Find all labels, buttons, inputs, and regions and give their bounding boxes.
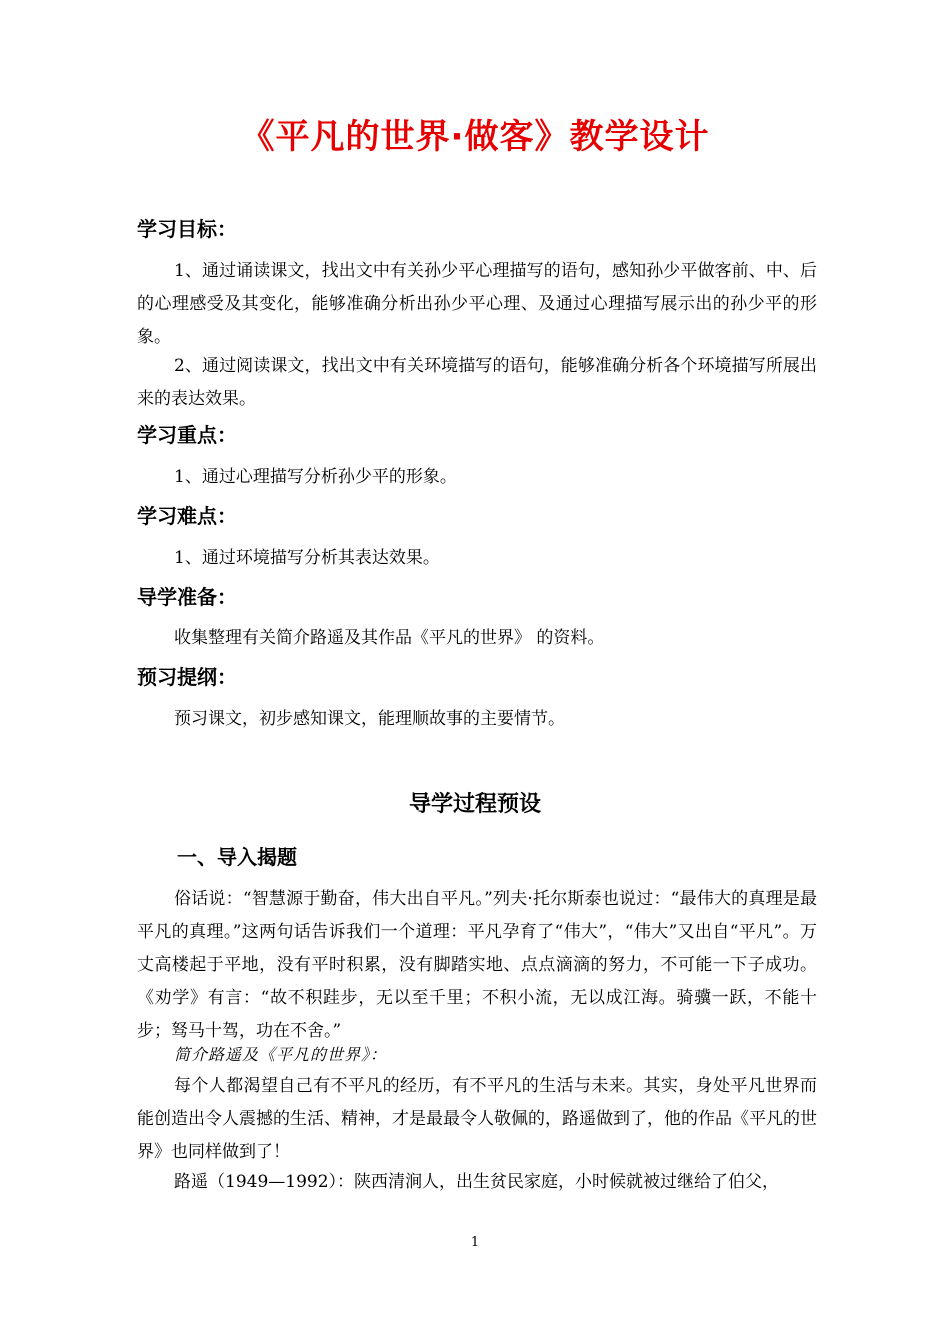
preview-paragraph: 预习课文，初步感知课文，能理顺故事的主要情节。 [174,709,565,729]
difficulty-paragraph: 1、通过环境描写分析其表达效果。 [174,548,440,568]
page-number: 1 [470,1235,480,1250]
intro-paragraph: 俗话说：“智慧源于勤奋，伟大出自平凡。”列夫·托尔斯泰也说过：“最伟大的真理是最平凡的真理。”这两句话告诉我们一个道理：平凡孕育了“伟大”，“伟大”又出自“平凡”。万丈高楼起于平地，没有平时积累，没有脚踏实地、点点滴滴的努力，不可能一下子成功。《劝学》有言：“故不积跬步，无以至千里；不积小流，无以成江海。骑骥一跃，不能十步；驽马十驾，功在不舍。” [137,889,817,1041]
preparation-heading: 导学准备： [137,585,237,609]
difficulty-heading: 学习难点： [137,504,237,528]
author-intro-note: 简介路遥及《平凡的世界》： [174,1045,388,1064]
objective-paragraph-2: 2、通过阅读课文，找出文中有关环境描写的语句，能够准确分析各个环境描写所展出来的表达效果。 [137,356,817,409]
intro-heading: 一、导入揭题 [177,845,297,869]
author-paragraph-2: 路遥（1949—1992）：陕西清涧人，出生贫民家庭，小时候就被过继给了伯父， [174,1172,780,1192]
process-section-title: 导学过程预设 [408,792,541,817]
objectives-heading: 学习目标： [137,217,237,241]
objective-paragraph-1: 1、通过诵读课文，找出文中有关孙少平心理描写的语句，感知孙少平做客前、中、后的心理感受及其变化，能够准确分析出孙少平心理、及通过心理描写展示出的孙少平的形象。 [137,261,817,347]
preview-heading: 预习提纲： [137,665,237,689]
author-paragraph-1: 每个人都渴望自己有不平凡的经历，有不平凡的生活与未来。其实，身处平凡世界而能创造出令人震撼的生活、精神，才是最最令人敬佩的，路遥做到了，他的作品《平凡的世界》也同样做到了！ [137,1076,817,1162]
document-title: 《平凡的世界·做客》教学设计 [240,117,710,157]
focus-heading: 学习重点： [137,423,237,447]
focus-paragraph: 1、通过心理描写分析孙少平的形象。 [174,467,457,487]
preparation-paragraph: 收集整理有关简介路遥及其作品《平凡的世界》 的资料。 [174,628,605,648]
